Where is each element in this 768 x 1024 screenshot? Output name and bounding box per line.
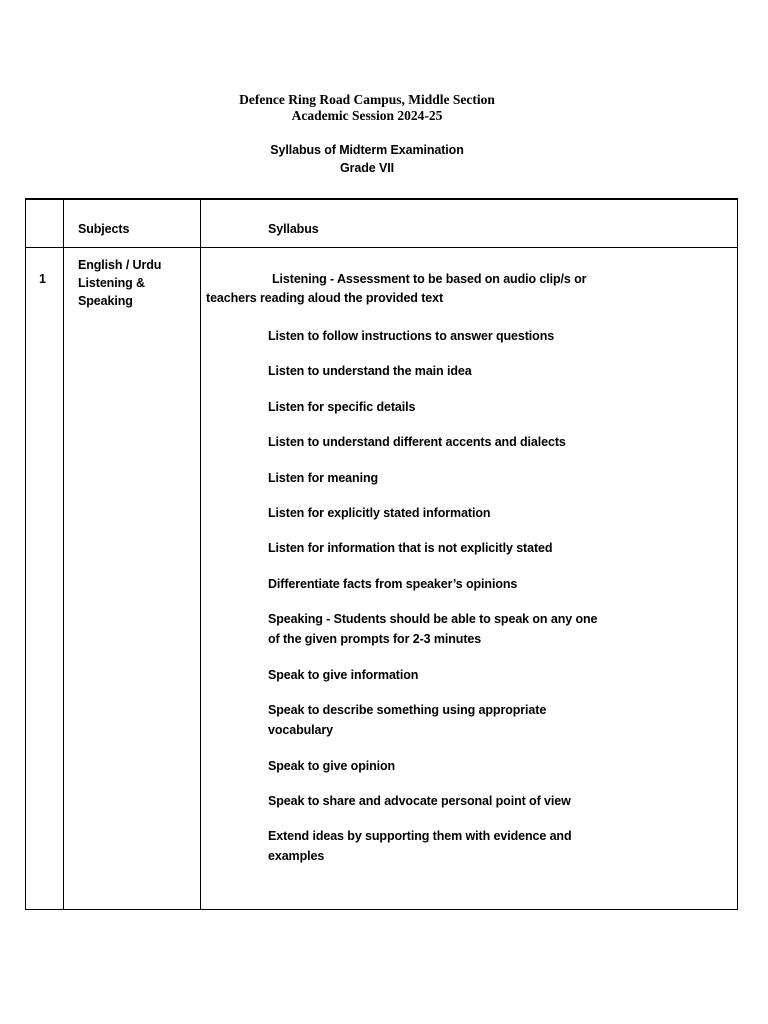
- subject-line: Listening &: [78, 276, 145, 290]
- syllabus-item: Listen to understand the main idea: [268, 364, 472, 378]
- subject-line: Speaking: [78, 294, 133, 308]
- table-top-border: [25, 198, 738, 200]
- syllabus-item: Differentiate facts from speaker’s opinions: [268, 577, 518, 591]
- row-number: 1: [39, 272, 46, 286]
- column-divider-subject: [200, 198, 201, 910]
- academic-session: Academic Session 2024-25: [291, 108, 443, 123]
- listening-intro-line1: Listening - Assessment to be based on audio clip/s or: [272, 272, 587, 286]
- syllabus-item-speaking-intro: Speaking - Students should be able to speak on any one of the given prompts for 2-3 minutes: [268, 612, 598, 646]
- syllabus-item: Listen to understand different accents and dialects: [268, 435, 566, 449]
- syllabus-item: Listen for meaning: [268, 471, 379, 485]
- syllabus-item: Speak to give opinion: [268, 759, 396, 773]
- syllabus-item: Extend ideas by supporting them with evidence and examples: [268, 829, 572, 863]
- column-header-syllabus: Syllabus: [268, 222, 319, 236]
- subject-line: English / Urdu: [78, 258, 162, 272]
- subject-cell: [78, 256, 161, 310]
- syllabus-item: Speak to share and advocate personal point of view: [268, 794, 571, 808]
- syllabus-item: Listen for specific details: [268, 400, 416, 414]
- table-right-border: [737, 198, 738, 910]
- syllabus-item: Listen for explicitly stated information: [268, 506, 491, 520]
- listening-intro-line2: teachers reading aloud the provided text: [206, 291, 444, 305]
- syllabus-item: Speak to give information: [268, 668, 419, 682]
- grade-label: Grade VII: [340, 161, 394, 175]
- syllabus-item: Listen for information that is not explicitly stated: [268, 541, 553, 555]
- table-left-border: [25, 198, 26, 910]
- column-divider-number: [63, 198, 64, 910]
- campus-title: Defence Ring Road Campus, Middle Section: [239, 92, 495, 107]
- syllabus-item: Speak to describe something using appropriate vocabulary: [268, 703, 547, 737]
- column-header-subjects: Subjects: [78, 222, 130, 236]
- syllabus-item: Listen to follow instructions to answer questions: [268, 329, 555, 343]
- table-bottom-border: [25, 909, 738, 910]
- header-row-divider: [25, 247, 738, 248]
- document-title: Syllabus of Midterm Examination: [270, 143, 464, 157]
